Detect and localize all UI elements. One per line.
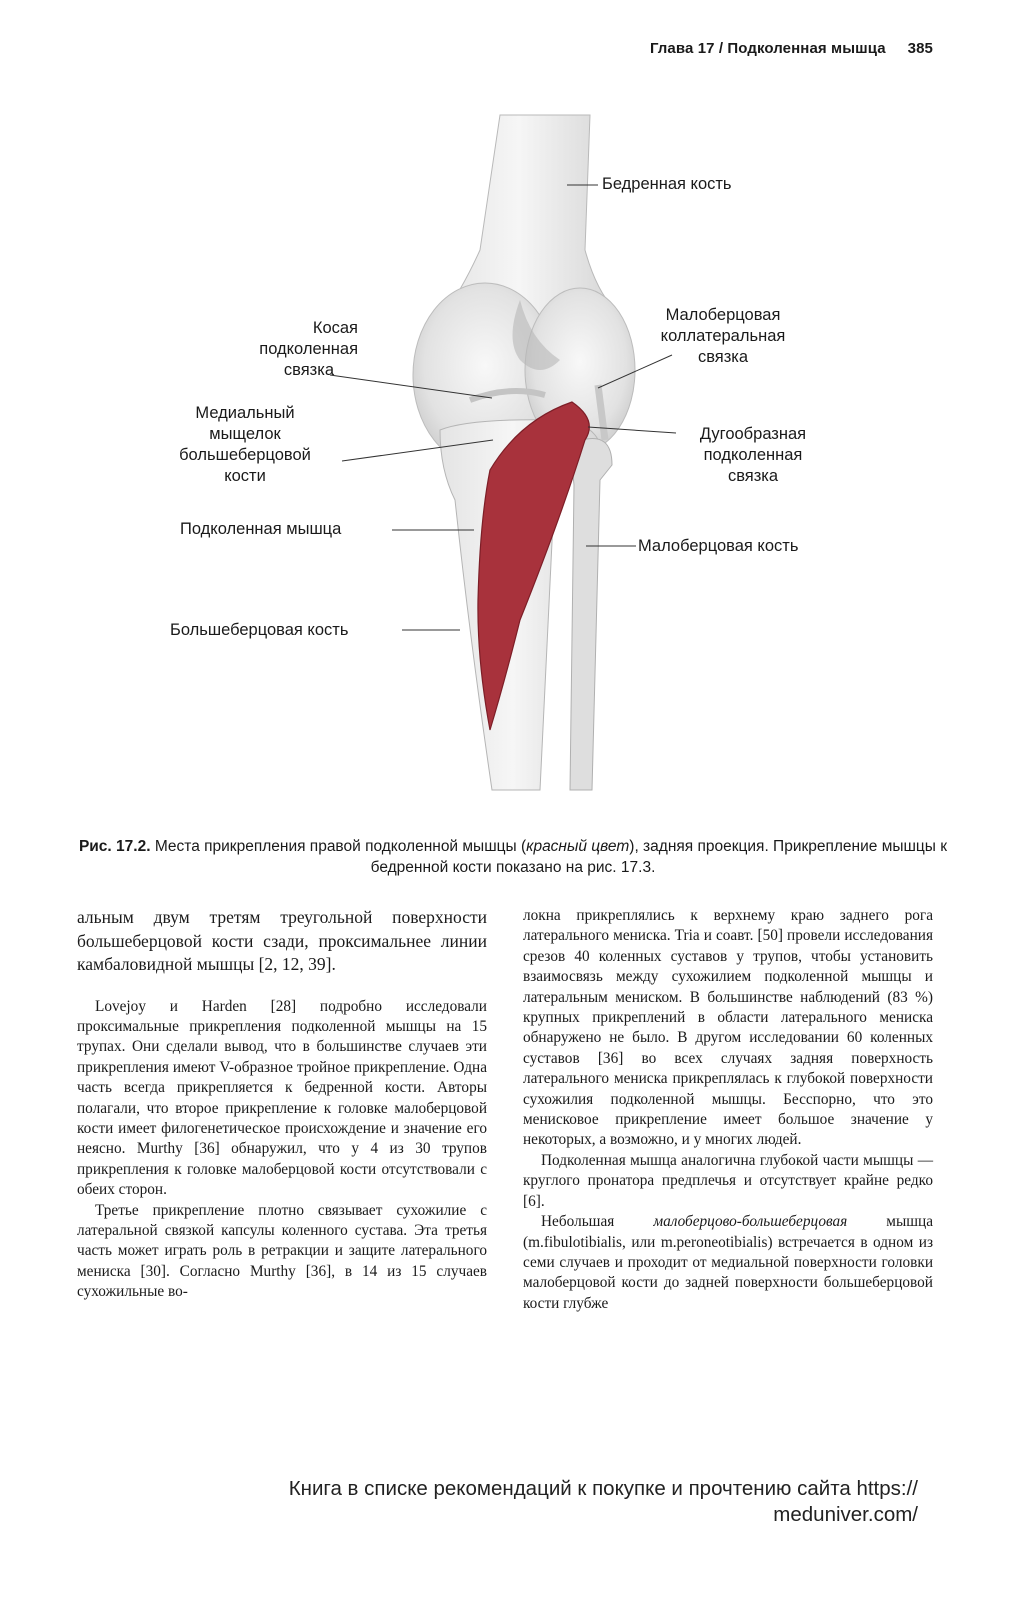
left-column	[77, 906, 487, 1303]
label-popliteus: Подколенная мышца	[180, 520, 342, 538]
caption-text-1: Места прикрепления правой подколенной мышцы (	[150, 838, 527, 855]
label-fibular-collateral-ligament: Малоберцовая коллатеральная связка	[660, 306, 786, 366]
label-fibula: Малоберцовая кость	[638, 537, 799, 555]
caption-text-2: ), задняя проекция. Прикрепление мышцы к бедренной кости показано на рис. 17.3.	[370, 838, 948, 876]
caption-number: Рис. 17.2.	[78, 838, 151, 855]
chapter-title: Глава 17 / Подколенная мышца	[649, 40, 886, 57]
label-tibia: Большеберцовая кость	[170, 621, 349, 639]
page-number: 385	[907, 40, 933, 57]
left-paragraph-1: Lovejoy и Harden [28] подробно исследовали проксимальные прикрепления подколенной мышцы на 15 трупах. Они сделали вывод, что в большинстве случаев эти прикрепления имеют V-образное тройное прикрепление. Одна часть всегда прикрепляется к бедренной кости. Авторы полагали, что второе прикрепление к головке малоберцовой кости имеет филогенетическое происхождение и значение его неясно. Murthy [36] обнаружил, что у 4 из 30 трупов прикрепления к головке малоберцовой кости отсутствовали с обеих сторон.	[77, 997, 487, 1199]
right-paragraph-1: локна прикреплялись к верхнему краю заднего рога латерального мениска. Tria и соавт. [50] провели исследования срезов 40 коленных суставов у трупов, чтобы установить взаимосвязь между сухожилием подколенной мышцы и латеральным мениском. В большинстве наблюдений (83 %) крупных прикреплений в области латерального мениска обнаружено не было. В другом исследовании 60 коленных суставов [36] во всех случаях задняя поверхность латерального мениска прикреплялась к глубокой поверхности сухожилия подколенной мышцы. Бесспорно, что это менисковое прикрепление имеет большое значение у некоторых, а возможно, и у многих людей.	[523, 907, 933, 1149]
label-arcuate-ligament: Дугообразная подколенная связка	[699, 425, 807, 485]
right-paragraph-3: Небольшая малоберцово-большеберцовая мышца (m.fibulotibialis, или m.peroneotibialis) встречается в одном из семи случаев и проходит от медиальной поверхности головки малоберцовой кости до задней поверхности большеберцовой кости глубже	[523, 1213, 933, 1312]
footer-line-2: meduniver.com/	[773, 1503, 918, 1526]
label-femur: Бедренная кость	[602, 175, 732, 193]
footer-line-1: Книга в списке рекомендаций к покупке и прочтению сайта https://	[288, 1477, 918, 1500]
watermark-footer	[110, 1476, 918, 1528]
fibula-bone	[570, 438, 612, 790]
right-paragraph-2: Подколенная мышца аналогична глубокой части мышцы — круглого пронатора предплечья и отсутствует крайне редко [6].	[523, 1151, 933, 1210]
label-medial-condyle: Медиальный мыщелок большеберцовой кости	[179, 404, 311, 485]
figure-caption	[78, 836, 948, 878]
left-lead-paragraph: альным двум третям треугольной поверхности большеберцовой кости сзади, проксимальнее линии камбаловидной мышцы [2, 12, 39].	[77, 907, 487, 974]
right-column	[523, 906, 933, 1314]
caption-italic: красный цвет	[526, 838, 630, 855]
left-paragraph-2: Третье прикрепление плотно связывает сухожилие с латеральной связкой капсулы коленного сустава. Эта третья часть может играть роль в ретракции и защите латерального мениска [30]. Согласно Murthy [36], в 14 из 15 случаев сухожильные во-	[77, 1201, 487, 1301]
label-oblique-ligament: Косая подколенная связка	[259, 319, 358, 379]
